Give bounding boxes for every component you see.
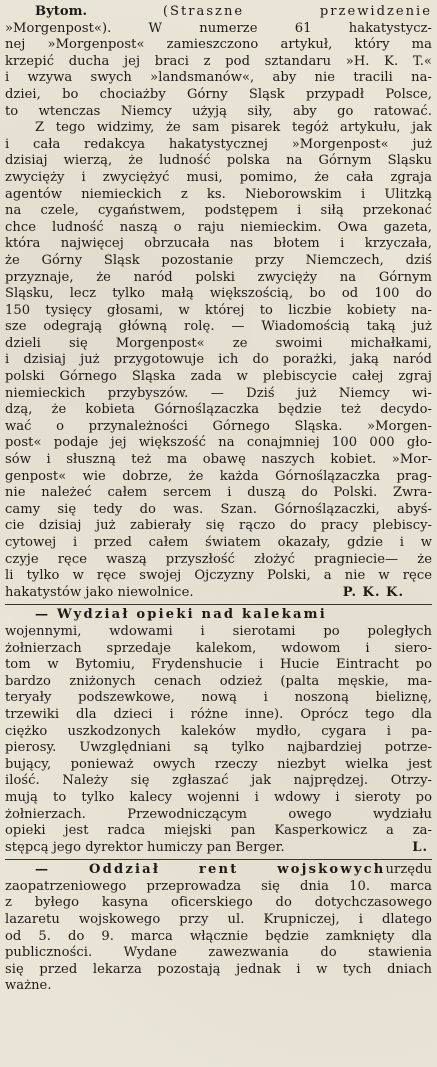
text-line: z byłego kasyna oficerskiego do dotychczasowego xyxy=(5,895,432,911)
text-line: »Morgenpost«). W numerze 61 hakatystycz- xyxy=(5,20,432,36)
text-line: teryały podszewkowe, nową i noszoną bieliznę, xyxy=(5,690,432,706)
text-line: bardzo zniżonych cenach odzież (palta męskie, ma- xyxy=(5,673,432,689)
text-line: ciężko uszkodzonych kaleków mydło, cygara i pa- xyxy=(5,723,432,739)
text-line: li tylko w ręce swojej Ojczyzny Polski, a nie w ręce xyxy=(5,568,432,584)
text-line: Z tego widzimy, że sam pisarek tegóż artykułu, jak xyxy=(35,120,432,136)
text-line: ważne. xyxy=(5,978,52,994)
text-line: od 5. do 9. marca włącznie będzie zamknięty dla xyxy=(5,928,432,944)
text-line: lazaretu wojskowego przy ul. Krupniczej, i dlatego xyxy=(5,912,432,928)
article-divider xyxy=(5,604,432,605)
text-line: cie dzisiaj już zabierały się rączo do pracy plebiscy- xyxy=(5,518,432,534)
text-line: się przed lekarza pozostają jednak i w tych dniach xyxy=(5,961,432,977)
text-line: zaopatrzeniowego przeprowadza się dnia 10. marca xyxy=(5,878,432,894)
section-heading: — Oddział rent wojskowych xyxy=(35,862,386,878)
text-line: pierosy. Uwzględniani są tylko najbardziej potrze- xyxy=(5,740,432,756)
text-line: niemieckich przybyszów. — Dziś już Niemcy wi- xyxy=(5,385,432,401)
text-line: tom w Bytomiu, Frydenshucie i Hucie Eintracht po xyxy=(5,657,432,673)
text-line: nie należeć całem sercem i duszą do Polski. Zwra- xyxy=(5,485,432,501)
text-line: 150 tysięcy głosami, w której to liczbie kobiety na- xyxy=(5,302,432,318)
text-line: camy się tedy do was. Szan. Górnoślązaczki, abyś- xyxy=(5,501,432,517)
text-line: stępcą jego dyrektor humiczy pan Berger. xyxy=(5,839,285,855)
text-line: krzepić ducha jej braci z pod sztandaru »H. K. T.« xyxy=(5,53,432,69)
text-line: mują to tylko kalecy wojenni i wdowy i sieroty po xyxy=(5,789,432,805)
article-signature: P. K. K. xyxy=(342,584,404,600)
text-line: opieki jest radca miejski pan Kasperkowicz a za- xyxy=(5,823,432,839)
text-line: polski Górnego Śląska zada w plebiscycie całej zgraj xyxy=(5,369,432,385)
news-column xyxy=(5,4,432,995)
text-line: która najwięcej obrzucała nas błotem i krzyczała, xyxy=(5,236,432,252)
text-line: hakatystów jako niewolnice. xyxy=(5,584,194,600)
text-line: nej »Morgenpost« zamieszczono artykuł, który ma xyxy=(5,37,432,53)
text-line: żołnierzach sprzedaje kalekom, wdowom i siero- xyxy=(5,640,432,656)
text-line: żołnierzach. Przewodniczącym owego wydziału xyxy=(5,806,432,822)
text-line: trzewiki dla dzieci i różne inne). Oprócz tego dla xyxy=(5,706,432,722)
text-line: dzieli się Morgenpost« ze swoimi michałkami, xyxy=(5,335,432,351)
text-line: to wtenczas Niemcy użyją siły, aby go ratować. xyxy=(5,103,432,119)
text-line: dziei, bo chociażby Górny Śląsk przypadł Polsce, xyxy=(5,86,432,102)
section-heading-line xyxy=(5,862,432,879)
article-divider xyxy=(5,859,432,860)
text-line: że Górny Śląsk pozostanie przy Niemczech, dziś xyxy=(5,252,432,268)
text-line: genpost« wie dobrze, że każda Górnoślązaczka prag- xyxy=(5,468,432,484)
heading-continuation: urzędu xyxy=(385,862,432,878)
article-bytom-morgenpost xyxy=(5,4,432,601)
text-line: dzą, że kobieta Górnoślązaczka będzie też decydo- xyxy=(5,402,432,418)
text-line: agentów niemieckich z ks. Nieborowskim i Ulitzką xyxy=(5,186,432,202)
text-line: Śląsku, lecz tylko małą większością, bo od 100 do xyxy=(5,286,432,302)
text-line: i wzywa swych »landsmanów«, aby nie tracili na- xyxy=(5,70,432,86)
text-line: sów i słuszną też ma obawę naszych kobiet. »Mor- xyxy=(5,452,432,468)
text-line: sze odegrają główną rolę. — Wiadomością taką już xyxy=(5,319,432,335)
article-lead-line xyxy=(5,4,432,21)
article-place-name: Bytom. xyxy=(35,4,88,19)
article-title: (Straszne przewidzenie xyxy=(87,4,432,19)
text-line: zwycięży i zwyciężyć musi, pomimo, że cała zgraja xyxy=(5,169,432,185)
article-signature: L. xyxy=(412,839,428,855)
text-line: wać o przynależności Górnego Śląska. »Morgen- xyxy=(5,418,432,434)
section-heading: — Wydział opieki nad kalekami xyxy=(35,607,327,623)
text-line: dzisiaj wierzą, że ludność polska na Górnym Śląsku xyxy=(5,153,432,169)
text-line: czyje ręce waszą przyszłość złożyć pragniecie— że xyxy=(5,551,432,567)
text-line: post« podaje jej większość na conajmniej 100 000 gło- xyxy=(5,435,432,451)
text-line: przyznaje, że naród polski zwycięży na Górnym xyxy=(5,269,432,285)
text-line: publiczności. Wydane zawezwania do stawienia xyxy=(5,945,432,961)
text-line: i cała redakcya hakatystycznej »Morgenpost« już xyxy=(5,136,432,152)
text-line: cytowej i przed całem światem okazały, gdzie i w xyxy=(5,535,432,550)
text-line: ilość. Należy się zgłaszać jak najprędzej. Otrzy- xyxy=(5,773,432,789)
text-line: i dzisiaj już przygotowuje ich do porażki, jaką naród xyxy=(5,352,432,368)
text-line: chce ludność naszą o raju niemieckim. Owa gazeta, xyxy=(5,219,432,235)
text-line: bujący, ponieważ owych rzeczy niezbyt wielka jest xyxy=(5,756,432,772)
text-line: wojennymi, wdowami i sierotami po poległych xyxy=(5,623,432,639)
text-line: na czele, cygaństwem, podstępem i siłą przekonać xyxy=(5,203,432,219)
article-oddzial-rent xyxy=(5,862,432,995)
article-wydzial-opieki xyxy=(5,607,432,856)
